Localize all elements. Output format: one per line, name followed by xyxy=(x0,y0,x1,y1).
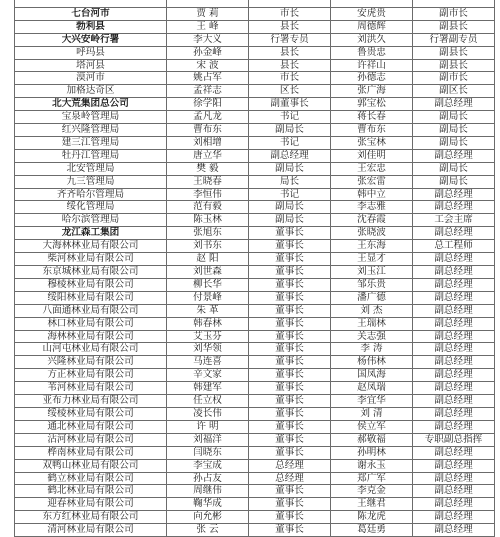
leader-name-cell: 闫晓东 xyxy=(167,446,249,459)
deputy-title-cell: 副总经理 xyxy=(413,472,495,485)
table-row xyxy=(15,46,495,59)
deputy-title-cell: 行署副专员 xyxy=(413,33,495,46)
unit-cell: 龙江森工集团 xyxy=(15,227,167,240)
deputy-name-cell: 孙明林 xyxy=(331,446,413,459)
deputy-name-cell: 张广海 xyxy=(331,85,413,98)
deputy-name-cell: 安虎贵 xyxy=(331,7,413,20)
table-row xyxy=(15,472,495,485)
leader-title-cell: 董事长 xyxy=(249,227,331,240)
unit-cell: 方正林业局有限公司 xyxy=(15,369,167,382)
table-row xyxy=(15,291,495,304)
table-row xyxy=(15,317,495,330)
leader-name-cell: 孙占友 xyxy=(167,472,249,485)
deputy-name-cell: 张宝林 xyxy=(331,136,413,149)
deputy-name-cell: 周德辉 xyxy=(331,20,413,33)
leader-title-cell: 董事长 xyxy=(249,420,331,433)
unit-cell: 苇河林业局有限公司 xyxy=(15,382,167,395)
unit-cell: 通北林业局有限公司 xyxy=(15,420,167,433)
table-row xyxy=(15,214,495,227)
leader-name-cell: 朱 革 xyxy=(167,304,249,317)
unit-cell: 宝泉岭管理局 xyxy=(15,111,167,124)
leader-title-cell: 董事长 xyxy=(249,382,331,395)
unit-cell: 北安管理局 xyxy=(15,162,167,175)
deputy-name-cell: 张宏雷 xyxy=(331,175,413,188)
leader-name-cell: 任立权 xyxy=(167,395,249,408)
table-row xyxy=(15,343,495,356)
deputy-title-cell: 副总经理 xyxy=(413,253,495,266)
leader-title-cell: 董事长 xyxy=(249,446,331,459)
table-row xyxy=(15,227,495,240)
leader-title-cell: 书记 xyxy=(249,136,331,149)
table-row xyxy=(15,149,495,162)
deputy-name-cell: 郑广军 xyxy=(331,472,413,485)
unit-cell: 兴隆林业局有限公司 xyxy=(15,356,167,369)
deputy-name-cell: 张晓波 xyxy=(331,227,413,240)
unit-cell xyxy=(15,0,167,7)
leader-title-cell: 董事长 xyxy=(249,304,331,317)
deputy-title-cell: 副总经理 xyxy=(413,459,495,472)
leader-title-cell: 董事长 xyxy=(249,485,331,498)
leader-name-cell: 刘福洋 xyxy=(167,433,249,446)
leader-name-cell: 李宝成 xyxy=(167,459,249,472)
table-row xyxy=(15,0,495,7)
deputy-title-cell: 工会主席 xyxy=(413,214,495,227)
unit-cell: 桦南林业局有限公司 xyxy=(15,446,167,459)
deputy-name-cell: 葛廷勇 xyxy=(331,524,413,537)
table-row xyxy=(15,136,495,149)
unit-cell: 沾河林业局有限公司 xyxy=(15,433,167,446)
leader-title-cell: 区长 xyxy=(249,85,331,98)
leader-name-cell: 贾 莉 xyxy=(167,7,249,20)
deputy-title-cell: 副区长 xyxy=(413,85,495,98)
unit-cell: 大兴安岭行署 xyxy=(15,33,167,46)
deputy-title-cell xyxy=(413,0,495,7)
unit-cell: 七台河市 xyxy=(15,7,167,20)
leader-name-cell: 韩春林 xyxy=(167,317,249,330)
unit-cell: 北大荒集团总公司 xyxy=(15,98,167,111)
unit-cell: 柴河林业局有限公司 xyxy=(15,253,167,266)
unit-cell: 齐齐哈尔管理局 xyxy=(15,188,167,201)
table-row xyxy=(15,72,495,85)
table-row xyxy=(15,369,495,382)
table-row xyxy=(15,395,495,408)
deputy-title-cell: 副总经理 xyxy=(413,382,495,395)
leader-name-cell: 韩建军 xyxy=(167,382,249,395)
table-row xyxy=(15,33,495,46)
table-row xyxy=(15,433,495,446)
leader-name-cell: 王 峰 xyxy=(167,20,249,33)
deputy-title-cell: 副总经理 xyxy=(413,343,495,356)
deputy-title-cell: 副县长 xyxy=(413,59,495,72)
deputy-title-cell: 副总经理 xyxy=(413,356,495,369)
deputy-name-cell: 杨伟林 xyxy=(331,356,413,369)
deputy-name-cell: 王东海 xyxy=(331,240,413,253)
unit-cell: 亚布力林业局有限公司 xyxy=(15,395,167,408)
deputy-name-cell: 李志雅 xyxy=(331,201,413,214)
deputy-name-cell: 刘 杰 xyxy=(331,304,413,317)
leader-title-cell: 董事长 xyxy=(249,433,331,446)
leader-name-cell: 范有毅 xyxy=(167,201,249,214)
leader-name-cell: 徐学阳 xyxy=(167,98,249,111)
deputy-title-cell: 副县长 xyxy=(413,46,495,59)
deputy-title-cell: 副总经理 xyxy=(413,227,495,240)
unit-cell: 塔河县 xyxy=(15,59,167,72)
leader-title-cell: 县长 xyxy=(249,20,331,33)
leader-name-cell: 李大义 xyxy=(167,33,249,46)
leader-title-cell xyxy=(249,0,331,7)
leader-title-cell: 董事长 xyxy=(249,330,331,343)
table-row xyxy=(15,407,495,420)
deputy-name-cell: 王显才 xyxy=(331,253,413,266)
table-row xyxy=(15,85,495,98)
roster-table xyxy=(14,0,495,537)
leader-name-cell: 鞠华成 xyxy=(167,498,249,511)
leader-name-cell: 姚占军 xyxy=(167,72,249,85)
leader-name-cell: 孟凡龙 xyxy=(167,111,249,124)
leader-title-cell: 书记 xyxy=(249,188,331,201)
unit-cell: 九三管理局 xyxy=(15,175,167,188)
table-row xyxy=(15,111,495,124)
deputy-name-cell: 沈春霞 xyxy=(331,214,413,227)
leader-title-cell: 副董事长 xyxy=(249,98,331,111)
leader-name-cell: 宋 波 xyxy=(167,59,249,72)
table-row xyxy=(15,511,495,524)
leader-title-cell: 董事长 xyxy=(249,253,331,266)
leader-name-cell: 张 云 xyxy=(167,524,249,537)
leader-name-cell: 曹布东 xyxy=(167,124,249,137)
table-row xyxy=(15,356,495,369)
deputy-name-cell: 王宏忠 xyxy=(331,162,413,175)
leader-name-cell: 孙金峰 xyxy=(167,46,249,59)
leader-name-cell: 向允彬 xyxy=(167,511,249,524)
leader-name-cell: 许 明 xyxy=(167,420,249,433)
deputy-name-cell: 潘广德 xyxy=(331,291,413,304)
deputy-title-cell: 副总经理 xyxy=(413,524,495,537)
deputy-title-cell: 副局长 xyxy=(413,136,495,149)
leader-name-cell: 王晓春 xyxy=(167,175,249,188)
deputy-name-cell xyxy=(331,0,413,7)
deputy-title-cell: 副总经理 xyxy=(413,420,495,433)
leader-title-cell: 副局长 xyxy=(249,124,331,137)
leader-name-cell: 张旭东 xyxy=(167,227,249,240)
deputy-title-cell: 副总经理 xyxy=(413,446,495,459)
deputy-name-cell: 刘洪久 xyxy=(331,33,413,46)
table-row xyxy=(15,124,495,137)
deputy-name-cell: 鲁贵忠 xyxy=(331,46,413,59)
unit-cell: 八面通林业局有限公司 xyxy=(15,304,167,317)
leader-name-cell: 刘书东 xyxy=(167,240,249,253)
leader-name-cell: 唐立华 xyxy=(167,149,249,162)
deputy-name-cell: 王瑞林 xyxy=(331,317,413,330)
unit-cell: 东京城林业局有限公司 xyxy=(15,266,167,279)
leader-name-cell: 凌长伟 xyxy=(167,407,249,420)
leader-title-cell: 董事长 xyxy=(249,291,331,304)
deputy-title-cell: 副总经理 xyxy=(413,330,495,343)
deputy-title-cell: 副总经理 xyxy=(413,98,495,111)
deputy-title-cell: 副市长 xyxy=(413,7,495,20)
table-row xyxy=(15,446,495,459)
deputy-name-cell: 国凤海 xyxy=(331,369,413,382)
table-row xyxy=(15,485,495,498)
leader-title-cell: 副局长 xyxy=(249,201,331,214)
deputy-name-cell: 曹布东 xyxy=(331,124,413,137)
unit-cell: 清河林业局有限公司 xyxy=(15,524,167,537)
leader-title-cell: 董事长 xyxy=(249,343,331,356)
deputy-title-cell: 副总经理 xyxy=(413,511,495,524)
leader-title-cell: 董事长 xyxy=(249,407,331,420)
leader-name-cell: 陈玉林 xyxy=(167,214,249,227)
table-row xyxy=(15,498,495,511)
table-row xyxy=(15,20,495,33)
unit-cell: 勃利县 xyxy=(15,20,167,33)
deputy-title-cell: 副总经理 xyxy=(413,291,495,304)
deputy-title-cell: 副总经理 xyxy=(413,188,495,201)
leader-title-cell: 行署专员 xyxy=(249,33,331,46)
deputy-name-cell: 王继君 xyxy=(331,498,413,511)
leader-name-cell: 李恒伟 xyxy=(167,188,249,201)
leader-title-cell: 总经理 xyxy=(249,459,331,472)
leader-name-cell: 马连喜 xyxy=(167,356,249,369)
deputy-title-cell: 副局长 xyxy=(413,162,495,175)
deputy-title-cell: 副总经理 xyxy=(413,498,495,511)
roster-table-body xyxy=(15,0,495,537)
table-row xyxy=(15,278,495,291)
leader-title-cell: 董事长 xyxy=(249,278,331,291)
table-row xyxy=(15,524,495,537)
deputy-title-cell: 副总经理 xyxy=(413,317,495,330)
deputy-title-cell: 副总经理 xyxy=(413,266,495,279)
leader-name-cell: 刘相增 xyxy=(167,136,249,149)
deputy-name-cell: 李克金 xyxy=(331,485,413,498)
deputy-title-cell: 专职副总指挥 xyxy=(413,433,495,446)
leader-name-cell: 柳长华 xyxy=(167,278,249,291)
unit-cell: 林口林业局有限公司 xyxy=(15,317,167,330)
leader-title-cell: 副局长 xyxy=(249,214,331,227)
leader-title-cell: 董事长 xyxy=(249,369,331,382)
leader-title-cell: 市长 xyxy=(249,72,331,85)
table-row xyxy=(15,253,495,266)
leader-title-cell: 董事长 xyxy=(249,356,331,369)
deputy-name-cell: 刘佳明 xyxy=(331,149,413,162)
unit-cell: 海林林业局有限公司 xyxy=(15,330,167,343)
table-row xyxy=(15,98,495,111)
table-row xyxy=(15,382,495,395)
table-row xyxy=(15,59,495,72)
deputy-title-cell: 副总经理 xyxy=(413,149,495,162)
unit-cell: 绥化管理局 xyxy=(15,201,167,214)
leader-title-cell: 副总经理 xyxy=(249,149,331,162)
unit-cell: 红兴隆管理局 xyxy=(15,124,167,137)
unit-cell: 东方红林业局有限公司 xyxy=(15,511,167,524)
leader-name-cell: 付景峰 xyxy=(167,291,249,304)
unit-cell: 加格达奇区 xyxy=(15,85,167,98)
deputy-name-cell: 郭宝松 xyxy=(331,98,413,111)
table-row xyxy=(15,188,495,201)
unit-cell: 山河屯林业局有限公司 xyxy=(15,343,167,356)
deputy-name-cell: 李宜华 xyxy=(331,395,413,408)
leader-name-cell: 樊 毅 xyxy=(167,162,249,175)
unit-cell: 牡丹江管理局 xyxy=(15,149,167,162)
leader-name-cell xyxy=(167,0,249,7)
leader-title-cell: 局长 xyxy=(249,175,331,188)
deputy-name-cell: 关志强 xyxy=(331,330,413,343)
table-row xyxy=(15,459,495,472)
deputy-name-cell: 侯立军 xyxy=(331,420,413,433)
leader-title-cell: 董事长 xyxy=(249,266,331,279)
deputy-title-cell: 副总经理 xyxy=(413,278,495,291)
table-row xyxy=(15,162,495,175)
leader-name-cell: 孟祥志 xyxy=(167,85,249,98)
deputy-title-cell: 副总经理 xyxy=(413,407,495,420)
deputy-name-cell: 许祥山 xyxy=(331,59,413,72)
leader-title-cell: 书记 xyxy=(249,111,331,124)
unit-cell: 建三江管理局 xyxy=(15,136,167,149)
unit-cell: 呼玛县 xyxy=(15,46,167,59)
deputy-title-cell: 副局长 xyxy=(413,111,495,124)
leader-name-cell: 刘世森 xyxy=(167,266,249,279)
deputy-name-cell: 刘 清 xyxy=(331,407,413,420)
table-row xyxy=(15,420,495,433)
unit-cell: 穆棱林业局有限公司 xyxy=(15,278,167,291)
unit-cell: 绥阳林业局有限公司 xyxy=(15,291,167,304)
leader-name-cell: 赵 阳 xyxy=(167,253,249,266)
leader-title-cell: 市长 xyxy=(249,7,331,20)
deputy-name-cell: 蒋长春 xyxy=(331,111,413,124)
deputy-title-cell: 副总经理 xyxy=(413,395,495,408)
table-row xyxy=(15,304,495,317)
unit-cell: 哈尔滨管理局 xyxy=(15,214,167,227)
deputy-name-cell: 谢永玉 xyxy=(331,459,413,472)
leader-title-cell: 董事长 xyxy=(249,511,331,524)
unit-cell: 绥棱林业局有限公司 xyxy=(15,407,167,420)
roster-sheet xyxy=(14,0,500,537)
deputy-title-cell: 副总经理 xyxy=(413,201,495,214)
table-row xyxy=(15,175,495,188)
leader-name-cell: 辛文家 xyxy=(167,369,249,382)
leader-title-cell: 县长 xyxy=(249,46,331,59)
unit-cell: 迎春林业局有限公司 xyxy=(15,498,167,511)
deputy-title-cell: 副市长 xyxy=(413,72,495,85)
unit-cell: 大海林林业局有限公司 xyxy=(15,240,167,253)
deputy-name-cell: 郝敬福 xyxy=(331,433,413,446)
leader-title-cell: 董事长 xyxy=(249,498,331,511)
unit-cell: 鹤立林业局有限公司 xyxy=(15,472,167,485)
deputy-name-cell: 韩中立 xyxy=(331,188,413,201)
table-row xyxy=(15,7,495,20)
deputy-name-cell: 邹乐贵 xyxy=(331,278,413,291)
leader-name-cell: 艾玉芬 xyxy=(167,330,249,343)
deputy-title-cell: 副总经理 xyxy=(413,485,495,498)
deputy-title-cell: 副总经理 xyxy=(413,304,495,317)
leader-title-cell: 董事长 xyxy=(249,395,331,408)
deputy-title-cell: 副局长 xyxy=(413,124,495,137)
leader-name-cell: 周继伟 xyxy=(167,485,249,498)
deputy-name-cell: 赵凤瑞 xyxy=(331,382,413,395)
deputy-title-cell: 总工程师 xyxy=(413,240,495,253)
leader-title-cell: 董事长 xyxy=(249,240,331,253)
deputy-title-cell: 副局长 xyxy=(413,175,495,188)
leader-title-cell: 董事长 xyxy=(249,524,331,537)
leader-title-cell: 董事长 xyxy=(249,317,331,330)
table-row xyxy=(15,201,495,214)
deputy-title-cell: 副总经理 xyxy=(413,369,495,382)
deputy-name-cell: 刘玉江 xyxy=(331,266,413,279)
leader-title-cell: 总经理 xyxy=(249,472,331,485)
deputy-name-cell: 李 涛 xyxy=(331,343,413,356)
table-row xyxy=(15,266,495,279)
unit-cell: 双鸭山林业局有限公司 xyxy=(15,459,167,472)
leader-title-cell: 副局长 xyxy=(249,162,331,175)
leader-name-cell: 刘华领 xyxy=(167,343,249,356)
unit-cell: 鹤北林业局有限公司 xyxy=(15,485,167,498)
table-row xyxy=(15,240,495,253)
deputy-title-cell: 副县长 xyxy=(413,20,495,33)
table-row xyxy=(15,330,495,343)
leader-title-cell: 县长 xyxy=(249,59,331,72)
deputy-name-cell: 孙德志 xyxy=(331,72,413,85)
deputy-name-cell: 陈龙虎 xyxy=(331,511,413,524)
unit-cell: 漠河市 xyxy=(15,72,167,85)
